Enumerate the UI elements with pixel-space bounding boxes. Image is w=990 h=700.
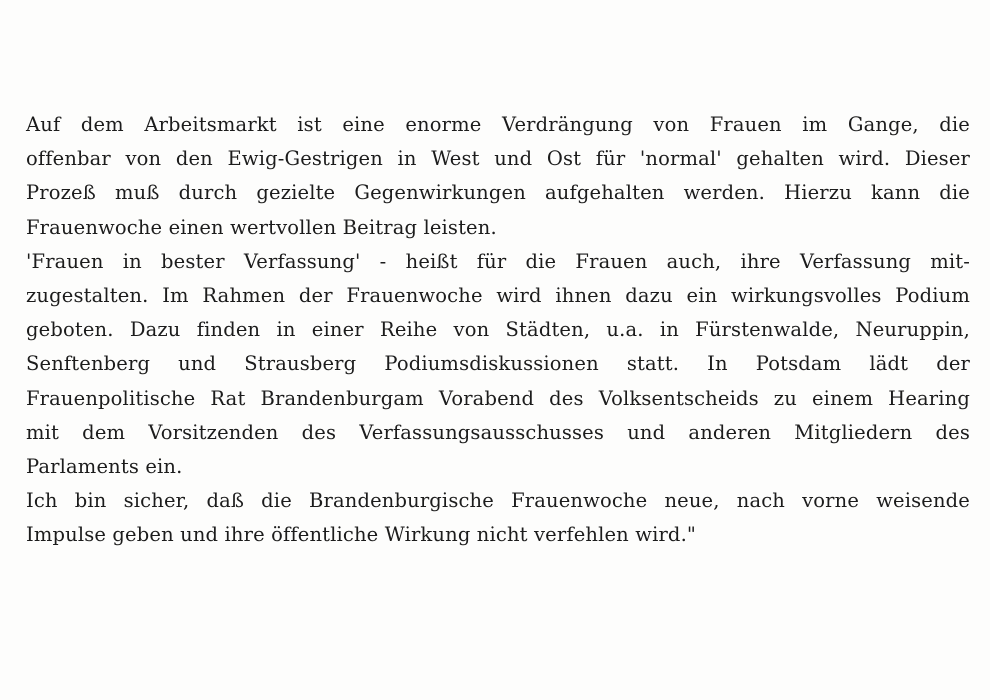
text-line-13: Impulse geben und ihre öffentliche Wirkung nicht verfehlen wird.": [26, 523, 697, 547]
text-line-4: Frauenwoche einen wertvollen Beitrag leisten.: [26, 215, 497, 239]
text-line-2: offenbar von den Ewig-Gestrigen in West und Ost für 'normal' gehalten wird. Dieser: [26, 147, 970, 171]
text-line-9: Frauenpolitische Rat Brandenburgam Vorabend des Volksentscheids zu einem Hearing: [26, 386, 970, 410]
text-line-3: Prozeß muß durch gezielte Gegenwirkungen aufgehalten werden. Hierzu kann die: [26, 181, 970, 205]
text-line-10: mit dem Vorsitzenden des Verfassungsausschusses und anderen Mitgliedern des: [26, 420, 970, 444]
text-line-11: Parlaments ein.: [26, 454, 183, 478]
text-line-7: geboten. Dazu finden in einer Reihe von Städten, u.a. in Fürstenwalde, Neuruppin,: [26, 318, 970, 342]
text-line-12: Ich bin sicher, daß die Brandenburgische Frauenwoche neue, nach vorne weisende: [26, 489, 970, 513]
text-line-6: zugestalten. Im Rahmen der Frauenwoche wird ihnen dazu ein wirkungsvolles Podium: [26, 283, 970, 307]
text-line-8: Senftenberg und Strausberg Podiumsdiskussionen statt. In Potsdam lädt der: [26, 352, 970, 376]
text-line-5: 'Frauen in bester Verfassung' - heißt für die Frauen auch, ihre Verfassung mit-: [26, 249, 970, 273]
body-text: [26, 108, 970, 552]
text-line-1: Auf dem Arbeitsmarkt ist eine enorme Verdrängung von Frauen im Gange, die: [26, 113, 970, 136]
